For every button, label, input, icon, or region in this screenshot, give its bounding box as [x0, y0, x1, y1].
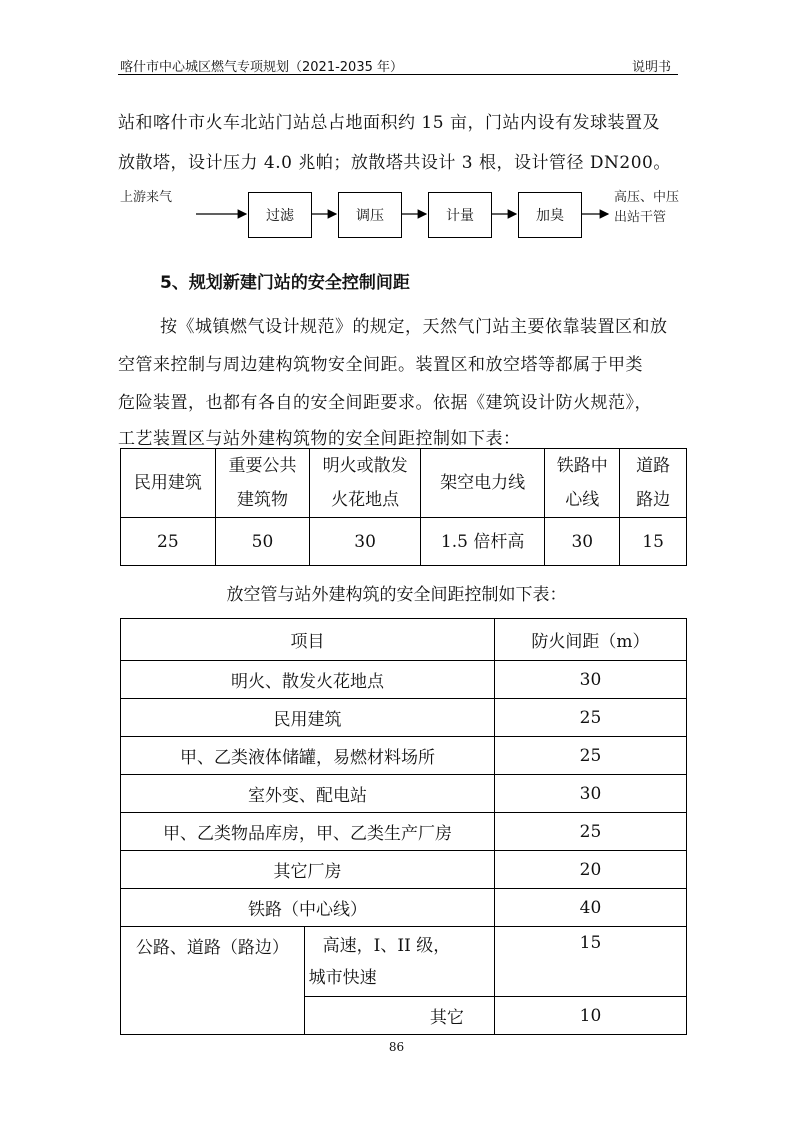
flow-output-label: 高压、中压 [614, 190, 680, 205]
table-header-row [121, 449, 687, 518]
table-cell: 30 [545, 518, 620, 566]
table-row [121, 927, 687, 997]
paragraph-line: 工艺装置区与站外建构筑物的安全间距控制如下表： [118, 429, 521, 449]
table-cell: 25 [494, 699, 686, 737]
table-cell: 30 [494, 775, 686, 813]
paragraph-line: 危险装置，也都有各自的安全间距要求。依据《建筑设计防火规范》， [118, 393, 652, 413]
table-cell: 15 [494, 927, 686, 997]
flow-step-box: 调压 [338, 192, 402, 238]
table-cell: 10 [494, 997, 686, 1035]
table-cell: 1.5 倍杆高 [420, 518, 545, 566]
table-row [121, 813, 687, 851]
table-row [121, 851, 687, 889]
table-row [121, 889, 687, 927]
table-header-cell: 架空电力线 [420, 449, 545, 518]
table-cell: 甲、乙类物品库房，甲、乙类生产厂房 [121, 813, 495, 851]
paragraph-line: 站和喀什市火车北站门站总占地面积约 15 亩，门站内设有发球装置及 [118, 113, 660, 133]
table-row [121, 661, 687, 699]
table-cell: 25 [494, 813, 686, 851]
table-cell [304, 927, 494, 997]
table-cell: 30 [494, 661, 686, 699]
flow-arrows [118, 180, 698, 250]
header-title: 喀什市中心城区燃气专项规划（2021-2035 年） [120, 60, 403, 75]
table-cell: 民用建筑 [121, 699, 495, 737]
table-cell: 室外变、配电站 [121, 775, 495, 813]
table-header-cell: 重要公共 建筑物 [215, 449, 310, 518]
table-cell: 其它厂房 [121, 851, 495, 889]
table-header-row [121, 619, 687, 661]
flow-output-label: 出站干管 [614, 210, 667, 225]
table-row [121, 699, 687, 737]
table-cell: 15 [620, 518, 687, 566]
table-cell: 30 [310, 518, 421, 566]
table-cell: 公路、道路（路边） [121, 927, 305, 1035]
vent-pipe-distance-table [120, 618, 687, 1035]
table-cell: 明火、散发火花地点 [121, 661, 495, 699]
table-cell: 25 [121, 518, 216, 566]
header-divider [118, 74, 678, 75]
table-header-cell: 民用建筑 [121, 449, 216, 518]
table-cell: 铁路（中心线） [121, 889, 495, 927]
paragraph-line: 空管来控制与周边建构筑物安全间距。装置区和放空塔等都属于甲类 [118, 355, 643, 375]
flow-step-box: 过滤 [248, 192, 312, 238]
flow-step-box: 计量 [428, 192, 492, 238]
paragraph-line: 放散塔，设计压力 4.0 兆帕；放散塔共设计 3 根，设计管径 DN200。 [118, 153, 671, 173]
table-row [121, 775, 687, 813]
table-cell: 甲、乙类液体储罐，易燃材料场所 [121, 737, 495, 775]
table-header-cell: 道路 路边 [620, 449, 687, 518]
table-cell: 40 [494, 889, 686, 927]
flow-source-label: 上游来气 [120, 190, 173, 205]
table-row [121, 737, 687, 775]
road-category-line: 城市快速 [308, 967, 377, 988]
road-category-line: 高速，I、II 级， [322, 935, 451, 956]
paragraph-line: 按《城镇燃气设计规范》的规定，天然气门站主要依靠装置区和放 [160, 317, 668, 337]
process-flow-diagram [118, 180, 698, 250]
table-header-cell: 铁路中 心线 [545, 449, 620, 518]
header-doc-type: 说明书 [631, 60, 671, 75]
process-area-distance-table [120, 448, 687, 566]
table-header-cell: 明火或散发 火花地点 [310, 449, 421, 518]
table-cell: 20 [494, 851, 686, 889]
section-heading: 5、规划新建门站的安全控制间距 [160, 273, 410, 293]
table-cell: 25 [494, 737, 686, 775]
table-cell: 50 [215, 518, 310, 566]
table-header-cell: 项目 [121, 619, 495, 661]
flow-step-box: 加臭 [518, 192, 582, 238]
table-row [121, 518, 687, 566]
table-cell: 其它 [304, 997, 494, 1035]
page-number: 86 [388, 1040, 405, 1054]
table-header-cell: 防火间距（m） [494, 619, 686, 661]
table-caption: 放空管与站外建构筑的安全间距控制如下表： [226, 585, 567, 605]
